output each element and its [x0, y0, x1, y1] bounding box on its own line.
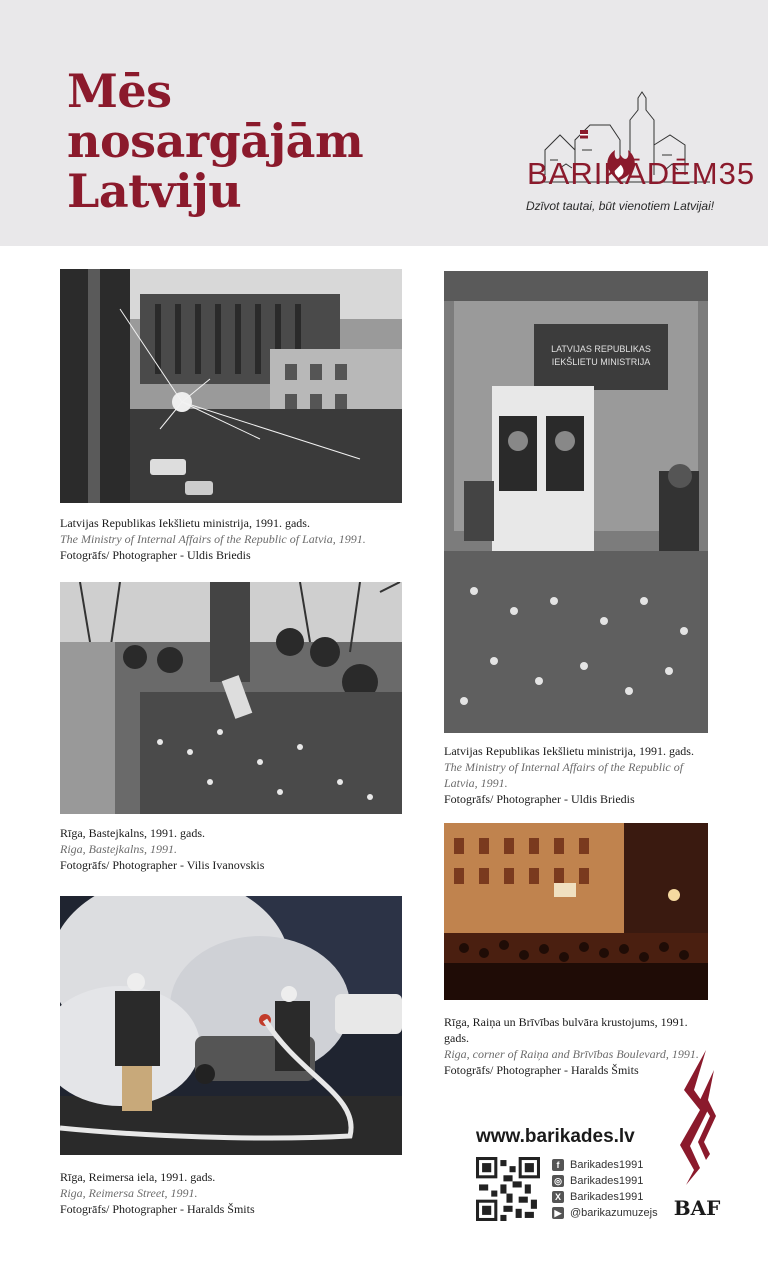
- social-instagram[interactable]: [552, 1173, 658, 1189]
- logo-word: BARIKĀDĒM: [527, 156, 719, 191]
- logo-tagline: Dzīvot tautai, būt vienotiem Latvijai!: [526, 199, 715, 213]
- caption-photo-3: [60, 1169, 400, 1217]
- caption-en: The Ministry of Internal Affairs of the Republic of Latvia, 1991.: [444, 760, 684, 790]
- caption-en: The Ministry of Internal Affairs of the Republic of Latvia, 1991.: [60, 532, 366, 546]
- caption-lv: Rīga, Raiņa un Brīvības bulvāra krustojums, 1991. gads.: [444, 1015, 688, 1045]
- social-handle: Barikades1991: [570, 1191, 644, 1203]
- caption-lv: Latvijas Republikas Iekšlietu ministrija, 1991. gads.: [444, 744, 694, 758]
- caption-photo-5: [444, 1014, 708, 1078]
- photo-credit: Fotogrāfs/ Photographer - Haralds Šmits: [444, 1063, 639, 1077]
- ministry-sign-line-1: LATVIJAS REPUBLIKAS: [551, 344, 651, 354]
- title-line-1: Mēs: [67, 64, 172, 118]
- photo-ministry-window: [60, 269, 402, 503]
- baf-emblem-text: BAF: [673, 1196, 721, 1220]
- website-link[interactable]: www.barikades.lv: [476, 1126, 635, 1147]
- page-title: [67, 66, 363, 216]
- social-handle: @barikazumuzejs: [570, 1207, 658, 1219]
- x-icon: X: [552, 1191, 564, 1203]
- social-facebook[interactable]: [552, 1157, 658, 1173]
- photo-bastejkalns: [60, 582, 402, 814]
- ministry-sign-line-2: IEKŠLIETU MINISTRIJA: [551, 357, 651, 367]
- caption-photo-1: [60, 515, 400, 563]
- photo-raina-brivibas: [444, 823, 708, 1000]
- photo-credit: Fotogrāfs/ Photographer - Vilis Ivanovskis: [60, 858, 265, 872]
- youtube-icon: ▶: [552, 1207, 564, 1219]
- caption-photo-2: [60, 825, 400, 873]
- header-banner: [0, 0, 768, 246]
- caption-en: Riga, corner of Raiņa and Brīvības Boulevard, 1991.: [444, 1047, 699, 1061]
- caption-lv: Latvijas Republikas Iekšlietu ministrija, 1991. gads.: [60, 516, 310, 530]
- instagram-icon: ◎: [552, 1175, 564, 1187]
- title-line-2: nosargājām: [67, 114, 364, 168]
- social-handle: Barikades1991: [570, 1159, 644, 1171]
- social-links: [552, 1157, 658, 1221]
- caption-lv: Rīga, Bastejkalns, 1991. gads.: [60, 826, 205, 840]
- caption-en: Riga, Bastejkalns, 1991.: [60, 842, 177, 856]
- caption-lv: Rīga, Reimersa iela, 1991. gads.: [60, 1170, 216, 1184]
- photo-credit: Fotogrāfs/ Photographer - Haralds Šmits: [60, 1202, 255, 1216]
- photo-credit: Fotogrāfs/ Photographer - Uldis Briedis: [60, 548, 251, 562]
- caption-photo-4: [444, 743, 708, 807]
- facebook-icon: f: [552, 1159, 564, 1171]
- logo-number: 35: [718, 156, 756, 191]
- social-handle: Barikades1991: [570, 1175, 644, 1187]
- title-line-3: Latviju: [67, 164, 242, 218]
- photo-credit: Fotogrāfs/ Photographer - Uldis Briedis: [444, 792, 635, 806]
- photo-ministry-memorial: [444, 271, 708, 733]
- social-x[interactable]: [552, 1189, 658, 1205]
- caption-en: Riga, Reimersa Street, 1991.: [60, 1186, 198, 1200]
- logo-wordmark: [527, 156, 755, 192]
- photo-reimersa-street: [60, 896, 402, 1155]
- social-youtube[interactable]: [552, 1205, 658, 1221]
- qr-code-icon[interactable]: [476, 1157, 540, 1221]
- baf-emblem-icon: [672, 1050, 722, 1225]
